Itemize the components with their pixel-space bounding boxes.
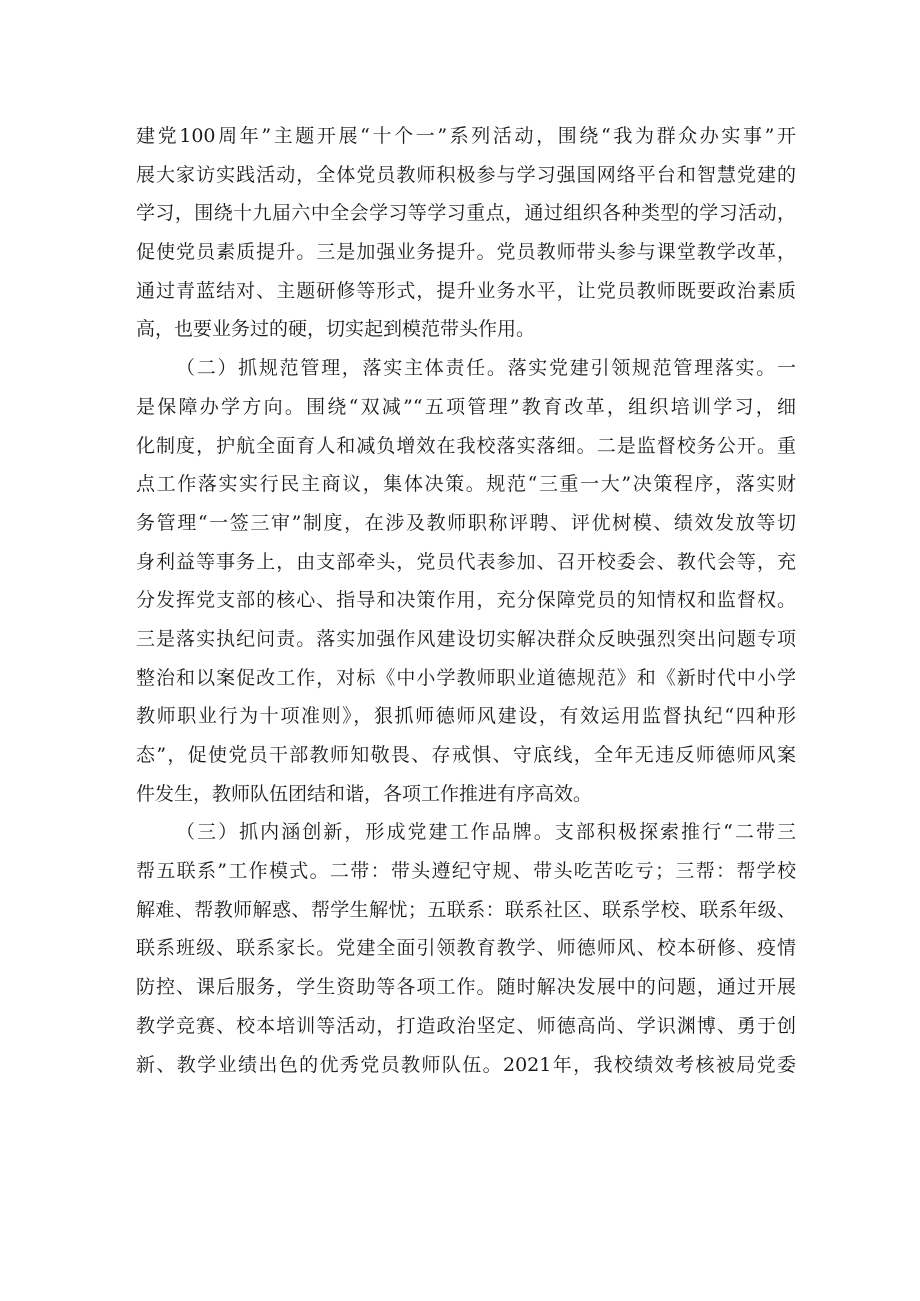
text-line: 教学竞赛、校本培训等活动，打造政治坚定、师德高尚、学识渊博、勇于创 [136, 1014, 796, 1037]
text-line: 学习，围绕十九届六中全会学习等学习重点，通过组织各种类型的学习活动， [136, 202, 796, 225]
text-line: 帮五联系”工作模式。二带：带头遵纪守规、带头吃苦吃亏；三帮：帮学校 [136, 860, 796, 883]
text-line: 点工作落实实行民主商议，集体决策。规范“三重一大”决策程序，落实财 [136, 473, 796, 496]
body-text [136, 117, 796, 1084]
text-line: 化制度，护航全面育人和减负增效在我校落实落细。二是监督校务公开。重 [136, 434, 796, 457]
text-line: 新、教学业绩出色的优秀党员教师队伍。2021年，我校绩效考核被局党委 [136, 1053, 796, 1076]
text-line: 展大家访实践活动，全体党员教师积极参与学习强国网络平台和智慧党建的 [136, 163, 796, 186]
text-line: 分发挥党支部的核心、指导和决策作用，充分保障党员的知情权和监督权。 [136, 589, 796, 612]
text-line: 促使党员素质提升。三是加强业务提升。党员教师带头参与课堂教学改革， [136, 241, 796, 264]
text-line: 建党100周年”主题开展“十个一”系列活动，围绕“我为群众办实事”开 [136, 125, 796, 147]
text-line: 教师职业行为十项准则》，狠抓师德师风建设，有效运用监督执纪“四种形 [136, 705, 796, 728]
text-line: 联系班级、联系家长。党建全面引领教育教学、师德师风、校本研修、疫情 [136, 937, 796, 960]
text-line: 是保障办学方向。围绕“双减”“五项管理”教育改革，组织培训学习，细 [136, 395, 796, 418]
paragraph-start-line: （三）抓内涵创新，形成党建工作品牌。支部积极探索推行“二带三 [176, 821, 796, 844]
text-line: 身利益等事务上，由支部牵头，党员代表参加、召开校委会、教代会等，充 [136, 550, 796, 573]
paragraph-start-line: （二）抓规范管理，落实主体责任。落实党建引领规范管理落实。一 [176, 357, 796, 380]
text-line: 高，也要业务过的硬，切实起到模范带头作用。 [136, 318, 536, 341]
text-line: 防控、课后服务，学生资助等各项工作。随时解决发展中的问题，通过开展 [136, 976, 796, 999]
text-line: 三是落实执纪问责。落实加强作风建设切实解决群众反映强烈突出问题专项 [136, 627, 796, 650]
text-line: 务管理“一签三审”制度，在涉及教师职称评聘、评优树模、绩效发放等切 [136, 511, 796, 534]
text-line: 整治和以案促改工作，对标《中小学教师职业道德规范》和《新时代中小学 [136, 666, 796, 689]
text-line: 件发生，教师队伍团结和谐，各项工作推进有序高效。 [136, 782, 593, 805]
text-line: 态”，促使党员干部教师知敬畏、存戒惧、守底线，全年无违反师德师风案 [136, 744, 796, 766]
text-line: 解难、帮教师解惑、帮学生解忧；五联系：联系社区、联系学校、联系年级、 [136, 898, 796, 921]
text-line: 通过青蓝结对、主题研修等形式，提升业务水平，让党员教师既要政治素质 [136, 279, 796, 302]
